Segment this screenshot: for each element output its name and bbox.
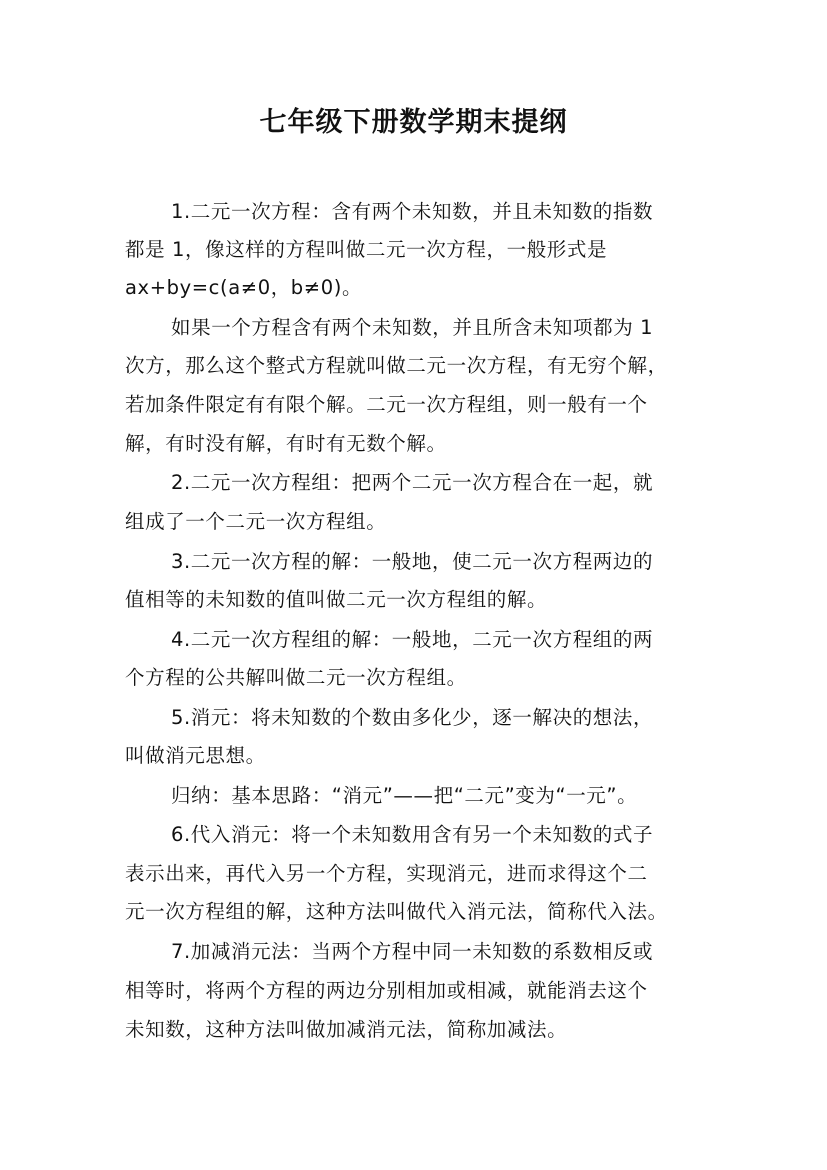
text-line: 7.加减消元法：当两个方程中同一未知数的系数相反或 xyxy=(171,940,654,963)
text-line: 叫做消元思想。 xyxy=(125,744,266,767)
text-line: 3.二元一次方程的解：一般地，使二元一次方程两边的 xyxy=(171,550,654,573)
text-line: ax+by=c(a≠0，b≠0)。 xyxy=(125,276,363,299)
text-line: 值相等的未知数的值叫做二元一次方程组的解。 xyxy=(125,588,548,611)
text-line: 元一次方程组的解，这种方法叫做代入消元法，简称代入法。 xyxy=(125,900,668,923)
text-line: 6.代入消元：将一个未知数用含有另一个未知数的式子 xyxy=(171,823,654,846)
page-title: 七年级下册数学期末提纲 xyxy=(259,107,568,138)
text-line: 未知数，这种方法叫做加减消元法，简称加减法。 xyxy=(125,1018,568,1041)
text-line: 相等时，将两个方程的两边分别相加或相减，就能消去这个 xyxy=(125,979,648,1002)
text-line: 4.二元一次方程组的解：一般地，二元一次方程组的两 xyxy=(171,628,654,651)
text-line: 5.消元：将未知数的个数由多化少，逐一解决的想法， xyxy=(171,706,654,729)
text-line: 组成了一个二元一次方程组。 xyxy=(125,510,387,533)
text-line: 若加条件限定有有限个解。二元一次方程组，则一般有一个 xyxy=(125,393,648,416)
text-line: 次方，那么这个整式方程就叫做二元一次方程，有无穷个解， xyxy=(125,354,668,377)
text-line: 都是 1，像这样的方程叫做二元一次方程，一般形式是 xyxy=(125,238,608,261)
text-line: 解，有时没有解，有时有无数个解。 xyxy=(125,432,447,455)
text-line: 个方程的公共解叫做二元一次方程组。 xyxy=(125,666,467,689)
text-line: 归纳：基本思路：“消元”——把“二元”变为“一元”。 xyxy=(171,784,638,807)
text-line: 1.二元一次方程：含有两个未知数，并且未知数的指数 xyxy=(171,200,654,223)
text-line: 如果一个方程含有两个未知数，并且所含未知项都为 1 xyxy=(171,316,654,339)
text-line: 表示出来，再代入另一个方程，实现消元，进而求得这个二 xyxy=(125,862,648,885)
text-line: 2.二元一次方程组：把两个二元一次方程合在一起，就 xyxy=(171,471,654,494)
